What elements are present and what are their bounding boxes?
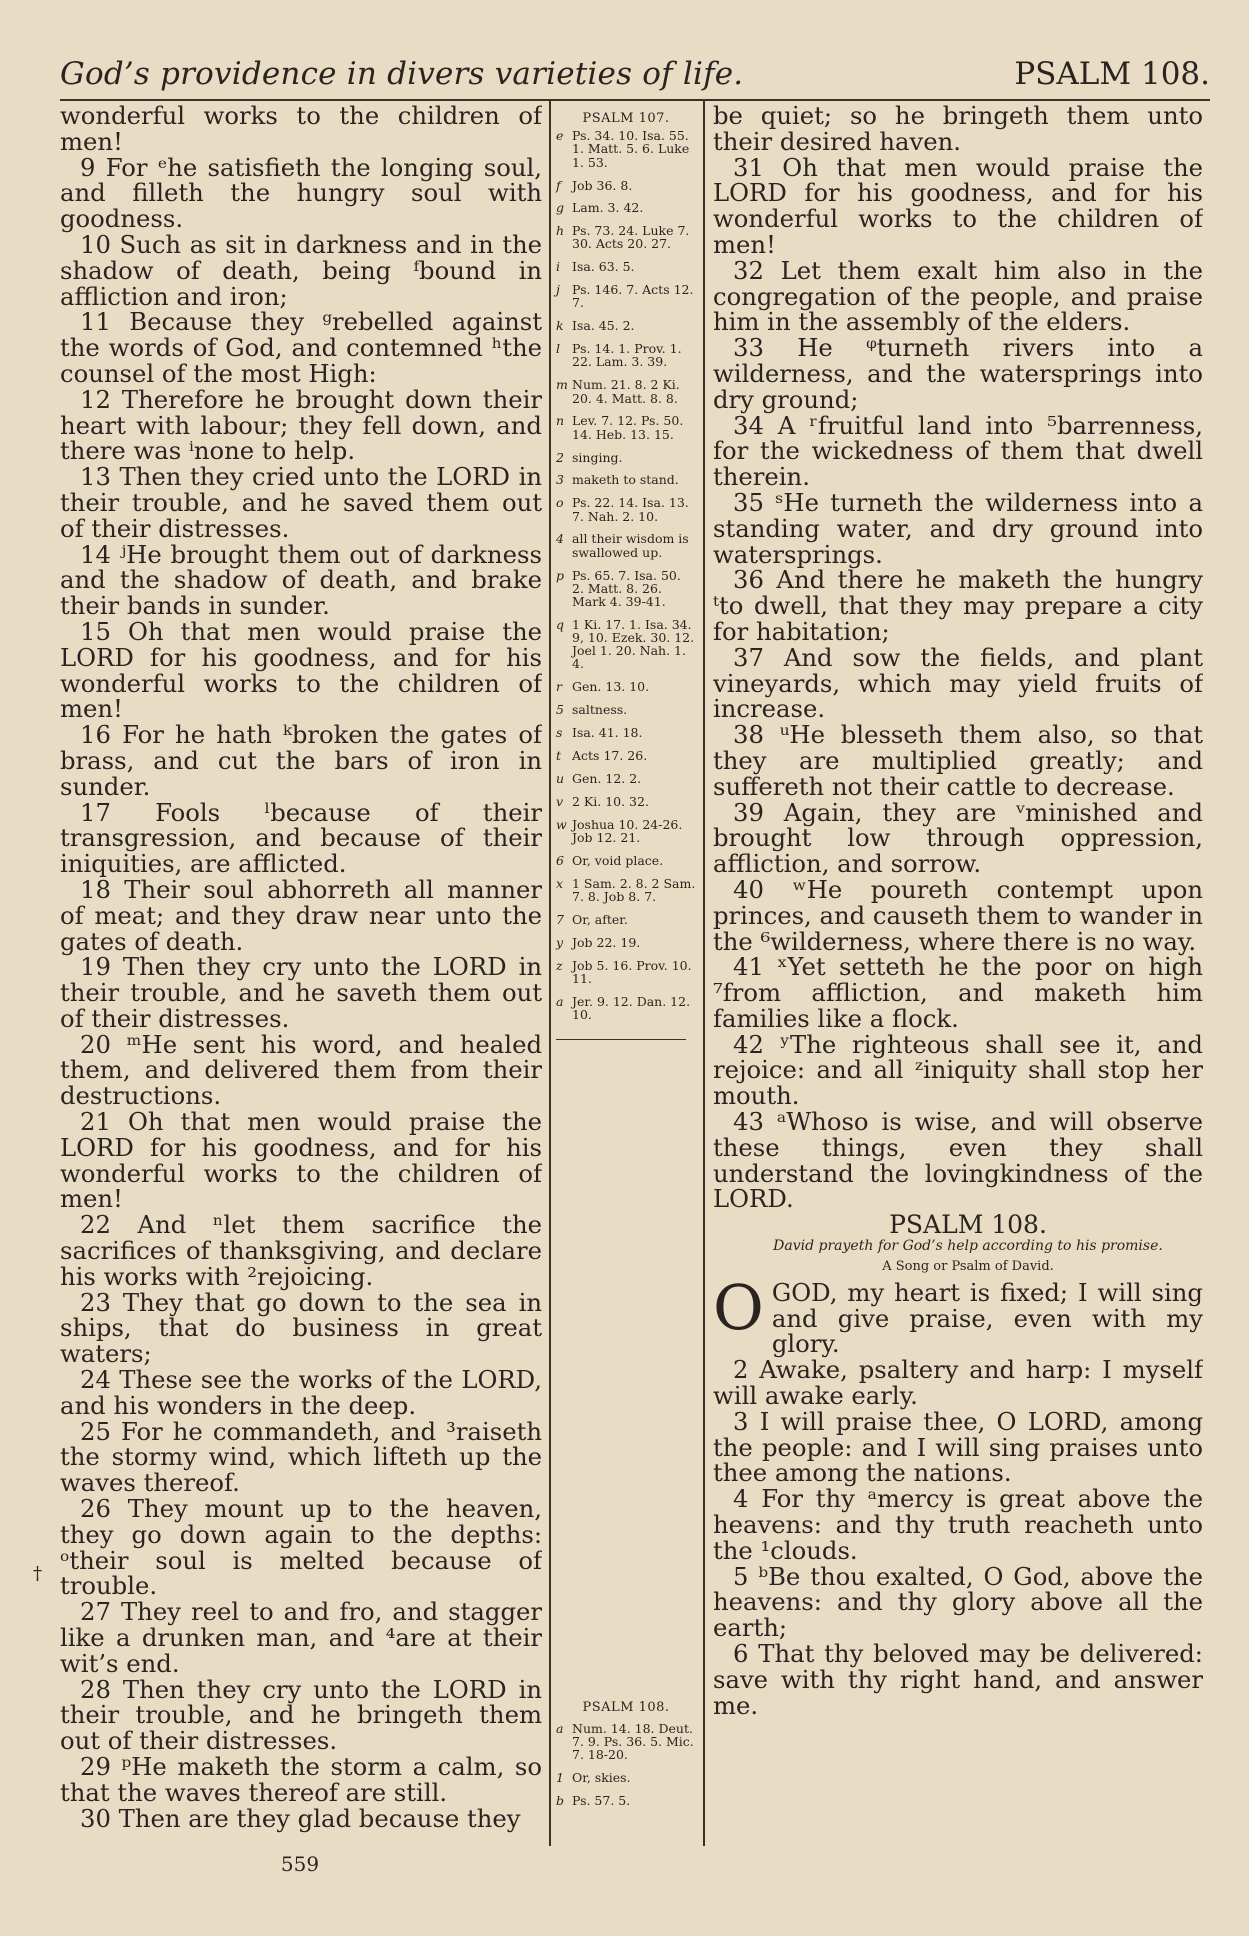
cross-reference <box>556 772 696 785</box>
verse-2: 2 Awake, psaltery and harp: I myself will awake early. <box>713 1355 1203 1411</box>
verse-18: 18 Their soul abhorreth all manner of meat; and they draw near unto the gates of death. <box>60 874 542 956</box>
verse-9: 9 For ᵉhe satisfieth the longing soul, and filleth the hungry soul with goodness. <box>60 152 542 234</box>
verse-40: 40 ʷHe poureth contempt upon princes, and causeth them to wander in the ⁶wilderness, where there is no way. <box>713 874 1203 956</box>
reference-mark: 3 <box>556 472 564 488</box>
cross-reference <box>556 749 696 762</box>
psalm-108-title: PSALM 108. <box>889 1210 1047 1240</box>
reference-mark: k <box>556 318 564 334</box>
verse-28: 28 Then they cry unto the LORD in their trouble, and he bringeth them out of their distresses. <box>60 1674 542 1756</box>
reference-mark: m <box>556 377 568 393</box>
verse-1-text: GOD, my heart is fixed; I will sing and give praise, even with my glory. <box>771 1277 1203 1359</box>
psalm-108-subtitle: A Song or Psalm of David. <box>882 1259 1054 1275</box>
reference-text: Job 5. 16. Prov. 10. 11. <box>572 957 692 986</box>
reference-mark: r <box>556 679 562 695</box>
cross-reference <box>556 818 696 844</box>
verse-22: 22 And ⁿlet them sacrifice the sacrifices of thanksgiving, and declare his works with ²rejoicing. <box>60 1210 542 1291</box>
verse-39: 39 Again, they are ᵛminished and brought low through oppression, affliction, and sorrow. <box>713 797 1203 879</box>
verse-13: 13 Then they cried unto the LORD in their trouble, and he saved them out of their distresses. <box>60 462 542 543</box>
reference-text: Ps. 14. 1. Prov. 1. 22. Lam. 3. 39. <box>572 341 682 370</box>
verse-30: 30 Then are they glad because they <box>80 1803 521 1833</box>
cross-reference <box>556 936 696 949</box>
reference-text: Num. 21. 8. 2 Ki. 20. 4. Matt. 8. 8. <box>572 377 680 406</box>
verse-41: 41 ˣYet setteth he the poor on high ⁷from affliction, and maketh him families like a flock. <box>713 952 1203 1033</box>
reference-mark: a <box>556 993 564 1009</box>
cross-reference <box>556 959 696 985</box>
reference-mark: p <box>556 567 565 583</box>
verse-10: 10 Such as sit in darkness and in the shadow of death, being ᶠbound in affliction and iron; <box>60 229 542 311</box>
reference-mark: x <box>556 875 564 891</box>
cross-reference <box>556 129 696 169</box>
cross-reference <box>556 319 696 332</box>
reference-text: saltness. <box>572 702 628 718</box>
verse-24: 24 These see the works of the LORD, and his wonders in the deep. <box>60 1365 542 1420</box>
reference-text: Isa. 45. 2. <box>572 318 635 334</box>
reference-mark: g <box>556 200 565 216</box>
reference-mark: s <box>556 725 563 741</box>
reference-mark: e <box>556 128 564 144</box>
verse-36: 36 And there he maketh the hungry ᵗto dwell, that they may prepare a city for habitation; <box>713 565 1203 646</box>
verse-6: 6 That thy beloved may be delivered: save with thy right hand, and answer me. <box>713 1639 1203 1720</box>
verse-37: 37 And sow the fields, and plant vineyards, which may yield fruits of increase. <box>713 642 1203 724</box>
verse-14: 14 ʲHe brought them out of darkness and the shadow of death, and brake their bands in sunder. <box>60 539 542 621</box>
reference-text: 1 Ki. 17. 1. Isa. 34. 9, 10. Ezek. 30. 12. Joel 1. 20. Nah. 1. 4. <box>572 616 695 672</box>
psalm-108-description: David prayeth for God’s help according to his promise. <box>773 1238 1163 1255</box>
reference-text: Job 36. 8. <box>572 177 633 193</box>
reference-text: Gen. 13. 10. <box>572 679 650 695</box>
reference-text: Num. 14. 18. Deut. 7. 9. Ps. 36. 5. Mic. 7. 18-20. <box>572 1721 694 1763</box>
cross-reference <box>556 342 696 368</box>
reference-text: Jer. 9. 12. Dan. 12. 10. <box>572 993 691 1022</box>
reference-text: Lam. 3. 42. <box>572 200 644 216</box>
reference-mark: a <box>556 1721 564 1736</box>
verse-12: 12 Therefore he brought down their heart with labour; they fell down, and there was ⁱnone to help. <box>60 384 542 466</box>
cross-reference <box>556 201 696 214</box>
verse-43: 43 ᵃWhoso is wise, and will observe these things, even they shall understand the lovingkindness of the LORD. <box>713 1107 1203 1214</box>
verse-33: 33 He ᵠturneth rivers into a wilderness, and the watersprings into dry ground; <box>713 333 1203 414</box>
verse-17: 17 Fools ˡbecause of their transgression, and because of their iniquities, are afflicted. <box>60 797 542 879</box>
verse-1 <box>713 1270 1203 1359</box>
reference-mark: z <box>556 957 563 973</box>
verse-3: 3 I will praise thee, O LORD, among the people: and I will sing praises unto thee among the nations. <box>713 1406 1203 1488</box>
reference-mark: j <box>556 282 560 298</box>
verse-11: 11 Because they ᵍrebelled against the words of God, and contemned ʰthe counsel of the most High: <box>60 307 542 388</box>
cross-reference <box>556 854 696 867</box>
reference-text: Gen. 12. 2. <box>572 770 642 786</box>
reference-text: Isa. 63. 5. <box>572 259 635 275</box>
reference-text: Ps. 65. 7. Isa. 50. 2. Matt. 8. 26. Mark 4. 39-41. <box>572 567 681 609</box>
reference-text: maketh to stand. <box>572 472 679 488</box>
reference-text: Ps. 22. 14. Isa. 13. 7. Nah. 2. 10. <box>572 495 689 524</box>
verse-text: wonderful works to the children of men! <box>60 103 542 156</box>
refs-list-2 <box>556 1722 696 1817</box>
cross-reference <box>556 378 696 404</box>
psalm-label: PSALM 108. <box>1014 56 1210 92</box>
cross-reference <box>556 224 696 250</box>
cross-reference <box>556 726 696 739</box>
cross-reference <box>556 179 696 192</box>
verse-29: 29 ᵖHe maketh the storm a calm, so that the waves thereof are still. <box>60 1752 542 1807</box>
column-divider-left <box>549 101 551 1846</box>
reference-mark: 5 <box>556 702 564 718</box>
page-number: 559 <box>280 1852 320 1876</box>
reference-mark: 6 <box>556 852 564 868</box>
page-header <box>60 52 1210 98</box>
refs-separator <box>556 1039 686 1040</box>
reference-text: Joshua 10. 24-26. Job 12. 21. <box>572 816 683 845</box>
refs-heading: PSALM 107. <box>582 111 670 126</box>
verse-31: 31 Oh that men would praise the LORD for his goodness, and for his wonderful works to the children of men! <box>713 152 1203 259</box>
reference-mark: b <box>556 1793 565 1809</box>
reference-mark: q <box>556 616 565 632</box>
cross-reference <box>556 680 696 693</box>
reference-mark: 7 <box>556 911 564 927</box>
cross-reference <box>556 913 696 926</box>
reference-mark: y <box>556 934 564 950</box>
verse-15: 15 Oh that men would praise the LORD for his goodness, and for his wonderful works to the children of men! <box>60 616 542 724</box>
reference-mark: i <box>556 259 560 275</box>
reference-text: Acts 17. 26. <box>572 747 648 763</box>
reference-mark: 2 <box>556 449 564 465</box>
verse-42: 42 ʸThe righteous shall see it, and rejoice: and all ᶻiniquity shall stop her mouth. <box>713 1029 1203 1111</box>
verse-26: 26 They mount up to the heaven, they go down again to the depths: ᵒtheir soul is melted because of trouble. <box>60 1494 542 1601</box>
left-text-column <box>60 103 542 1843</box>
running-title: God’s providence in divers varieties of life. <box>60 56 744 92</box>
verse-20: 20 ᵐHe sent his word, and healed them, and delivered them from their destructions. <box>60 1029 542 1111</box>
reference-mark: h <box>556 223 565 239</box>
refs-heading-2: PSALM 108. <box>582 1700 670 1715</box>
verse-38: 38 ᵘHe blesseth them also, so that they are multiplied greatly; and suffereth not their cattle to decrease. <box>713 720 1203 801</box>
cross-reference <box>556 618 696 671</box>
cross-reference <box>556 1771 696 1784</box>
cross-reference <box>556 995 696 1021</box>
reference-text: Job 22. 19. <box>572 934 641 950</box>
header-rule <box>60 99 1210 101</box>
reference-mark: n <box>556 413 565 429</box>
reference-mark: 1 <box>556 1770 564 1786</box>
reference-text: 1 Sam. 2. 8. 2 Sam. 7. 8. Job 8. 7. <box>572 875 696 904</box>
right-text-column <box>713 103 1203 1878</box>
reference-mark: w <box>556 816 567 832</box>
reference-text: Or, void place. <box>572 852 664 868</box>
reference-text: Ps. 34. 10. Isa. 55. 1. Matt. 5. 6. Luke 1. 53. <box>572 128 690 170</box>
cross-reference <box>556 569 696 609</box>
cross-reference <box>556 260 696 273</box>
cross-references <box>556 112 696 1046</box>
reference-text: Lev. 7. 12. Ps. 50. 14. Heb. 13. 15. <box>572 413 684 442</box>
verse-4: 4 For thy ᵃmercy is great above the heavens: and thy truth reacheth unto the ¹clouds. <box>713 1484 1203 1565</box>
cross-reference <box>556 414 696 440</box>
reference-text: singing. <box>572 449 623 465</box>
reference-text: Ps. 146. 7. Acts 12. 7. <box>572 282 694 311</box>
cross-reference <box>556 451 696 464</box>
verse-32: 32 Let them exalt him also in the congregation of the people, and praise him in the assembly of the elders. <box>713 255 1203 337</box>
reference-text: Ps. 57. 5. <box>572 1793 631 1809</box>
cross-reference <box>556 473 696 486</box>
cross-reference <box>556 1794 696 1807</box>
reference-mark: o <box>556 495 564 511</box>
reference-text: Isa. 41. 18. <box>572 725 643 741</box>
verse-16: 16 For he hath ᵏbroken the gates of brass, and cut the bars of iron in sunder. <box>60 720 542 801</box>
verse-25: 25 For he commandeth, and ³raiseth the stormy wind, which lifteth up the waves thereof. <box>60 1416 542 1498</box>
reference-text: all their wisdom is swallowed up. <box>572 531 689 560</box>
cross-reference <box>556 532 696 558</box>
verse-text: be quiet; so he bringeth them unto their desired haven. <box>713 103 1203 156</box>
reference-text: 2 Ki. 10. 32. <box>572 793 649 809</box>
refs-list <box>556 129 696 1021</box>
cross-reference <box>556 496 696 522</box>
reference-mark: u <box>556 770 565 786</box>
reference-mark: l <box>556 341 560 357</box>
reference-text: Or, after. <box>572 911 628 927</box>
reference-text: Ps. 73. 24. Luke 7. 30. Acts 20. 27. <box>572 223 690 252</box>
cross-reference <box>556 795 696 808</box>
reference-mark: f <box>556 177 561 193</box>
verse-5: 5 ᵇBe thou exalted, O God, above the heavens: and thy glory above all the earth; <box>713 1561 1203 1643</box>
verse-34: 34 A ʳfruitful land into ⁵barrenness, for the wickedness of them that dwell therein. <box>713 410 1203 492</box>
reference-text: Or, skies. <box>572 1770 631 1786</box>
reference-mark: v <box>556 793 564 809</box>
verse-27: 27 They reel to and fro, and stagger like a drunken man, and ⁴are at their wit’s end. <box>60 1597 542 1678</box>
drop-cap: O <box>713 1270 764 1344</box>
verse-23: 23 They that go down to the sea in ships, that do business in great waters; <box>60 1287 542 1369</box>
cross-reference <box>556 703 696 716</box>
verse-19: 19 Then they cry unto the LORD in their trouble, and he saveth them out of their distresses. <box>60 952 542 1033</box>
reference-mark: t <box>556 747 562 763</box>
column-divider-right <box>703 101 705 1846</box>
cross-reference <box>556 877 696 903</box>
cross-reference <box>556 283 696 309</box>
margin-mark: † <box>33 1563 42 1584</box>
verse-21: 21 Oh that men would praise the LORD for his goodness, and for his wonderful works to the children of men! <box>60 1107 542 1214</box>
cross-reference <box>556 1722 696 1762</box>
verse-35: 35 ˢHe turneth the wilderness into a standing water, and dry ground into watersprings. <box>713 487 1203 569</box>
reference-mark: 4 <box>556 531 564 547</box>
